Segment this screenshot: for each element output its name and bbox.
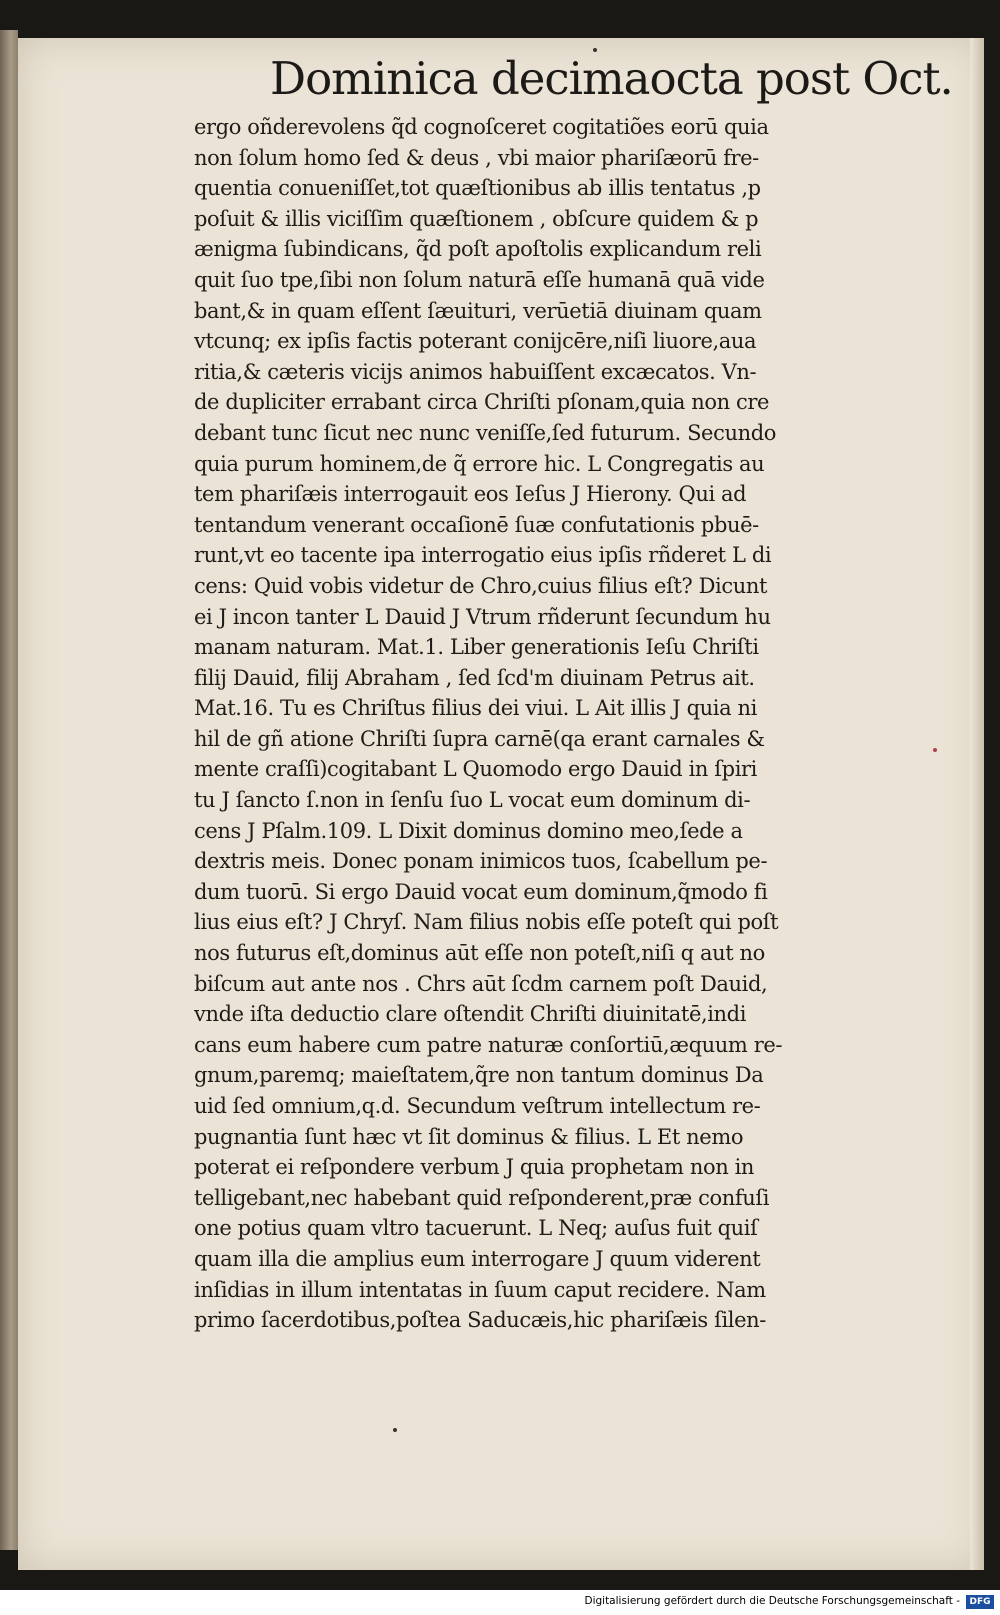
text-line: non ſolum homo ſed & deus , vbi maior phariſæorū fre- — [194, 145, 759, 170]
running-title: Dominica decimaocta post Oct. — [270, 52, 953, 105]
text-line: runt,vt eo tacente ipa interrogatio eius ipſis rñderet L di — [194, 543, 772, 568]
text-line: tu J ſancto ſ.non in ſenſu ſuo L vocat eum dominum di- — [194, 788, 751, 813]
text-line: gnum,paremq; maieſtatem,q̃re non tantum dominus Da — [194, 1063, 764, 1088]
body-text — [194, 112, 894, 1336]
text-line: bant,& in quam eſſent ſæuituri, verūetiā diuinam quam — [194, 298, 762, 323]
text-line: tem phariſæis interrogauit eos Ieſus J Hierony. Qui ad — [194, 482, 747, 507]
text-line: debant tunc ſicut nec nunc veniſſe,ſed futurum. Secundo — [194, 420, 776, 445]
text-line: vnde iſta deductio clare oſtendit Chriſti diuinitatē,indi — [194, 1002, 747, 1027]
text-line: cens J Pſalm.109. L Dixit dominus domino meo,ſede a — [194, 818, 743, 843]
text-line: pugnantia ſunt hæc vt ſit dominus & filius. L Et nemo — [194, 1124, 744, 1149]
text-line: filij Dauid, filij Abraham , ſed ſcd'm diuinam Petrus ait. — [194, 665, 755, 690]
text-line: cans eum habere cum patre naturæ conſortiū,æquum re- — [194, 1032, 783, 1057]
text-line: biſcum aut ante nos . Chrs aūt ſcdm carnem poſt Dauid, — [194, 971, 768, 996]
text-line: manam naturam. Mat.1. Liber generationis Ieſu Chriſti — [194, 635, 759, 660]
text-line: quam illa die amplius eum interrogare J quum viderent — [194, 1246, 761, 1271]
text-line: primo ſacerdotibus,poſtea Saducæis,hic phariſæis ſilen- — [194, 1308, 766, 1333]
book-spine — [0, 30, 18, 1550]
footer-bar — [0, 1590, 1000, 1615]
text-line: inſidias in illum intentatas in ſuum caput recidere. Nam — [194, 1277, 766, 1302]
text-line: uid ſed omnium,q.d. Secundum veſtrum intellectum re- — [194, 1094, 761, 1118]
text-line: tentandum venerant occaſionē ſuæ confutationis pbuē- — [194, 512, 759, 537]
text-line: vtcunq; ex ipſis factis poterant conijcēre,niſi liuore,aua — [194, 329, 757, 354]
text-line: cens: Quid vobis videtur de Chro,cuius filius eſt? Dicunt — [194, 573, 768, 598]
funding-credit: Digitalisierung gefördert durch die Deutsche Forschungsgemeinschaft - — [584, 1595, 960, 1607]
text-line: ritia,& cæteris vicijs animos habuiſſent excæcatos. Vn- — [194, 359, 757, 384]
ink-speck — [933, 748, 937, 752]
text-line: quentia conueniſſet,tot quæſtionibus ab illis tentatus ,p — [194, 176, 761, 201]
text-line: one potius quam vltro tacuerunt. L Neq; auſus fuit quiſ — [194, 1216, 758, 1241]
text-line: dextris meis. Donec ponam inimicos tuos, ſcabellum pe- — [194, 849, 768, 874]
page-edge — [970, 38, 984, 1570]
dfg-logo: DFG — [966, 1595, 994, 1609]
text-line: lius eius eſt? J Chryſ. Nam filius nobis eſſe poteſt qui poſt — [194, 910, 779, 935]
text-line: ei J incon tanter L Dauid J Vtrum rñderunt ſecundum hu — [194, 604, 771, 629]
text-line: ænigma ſubindicans, q̃d poſt apoſtolis explicandum reli — [194, 237, 762, 262]
text-line: poterat ei reſpondere verbum J quia prophetam non in — [194, 1155, 755, 1180]
text-line: dum tuorū. Si ergo Dauid vocat eum dominum,q̃modo fi — [194, 879, 768, 904]
text-line: de dupliciter errabant circa Chriſti pſonam,quia non cre — [194, 390, 770, 415]
text-line: telligebant,nec habebant quid reſponderent,præ confuſi — [194, 1185, 770, 1210]
text-line: quia purum hominem,de q̃ errore hic. L Congregatis au — [194, 451, 765, 476]
text-line: ergo oñderevolens q̃d cognoſceret cogitatiões eorū quia — [194, 115, 769, 139]
ink-speck — [393, 1428, 397, 1432]
text-line: hil de gñ atione Chriſti ſupra carnē(qa erant carnales & — [194, 726, 765, 751]
text-line: Mat.16. Tu es Chriſtus filius dei viui. L Ait illis J quia ni — [194, 696, 757, 721]
text-line: quit ſuo tpe,ſibi non ſolum naturā eſſe humanā quā vide — [194, 267, 765, 292]
text-line: nos futurus eſt,dominus aūt eſſe non poteſt,niſi q aut no — [194, 941, 765, 966]
text-line: mente craſſi)cogitabant L Quomodo ergo Dauid in ſpiri — [194, 757, 757, 782]
text-line: poſuit & illis viciſſim quæſtionem , obſcure quidem & p — [194, 206, 759, 231]
